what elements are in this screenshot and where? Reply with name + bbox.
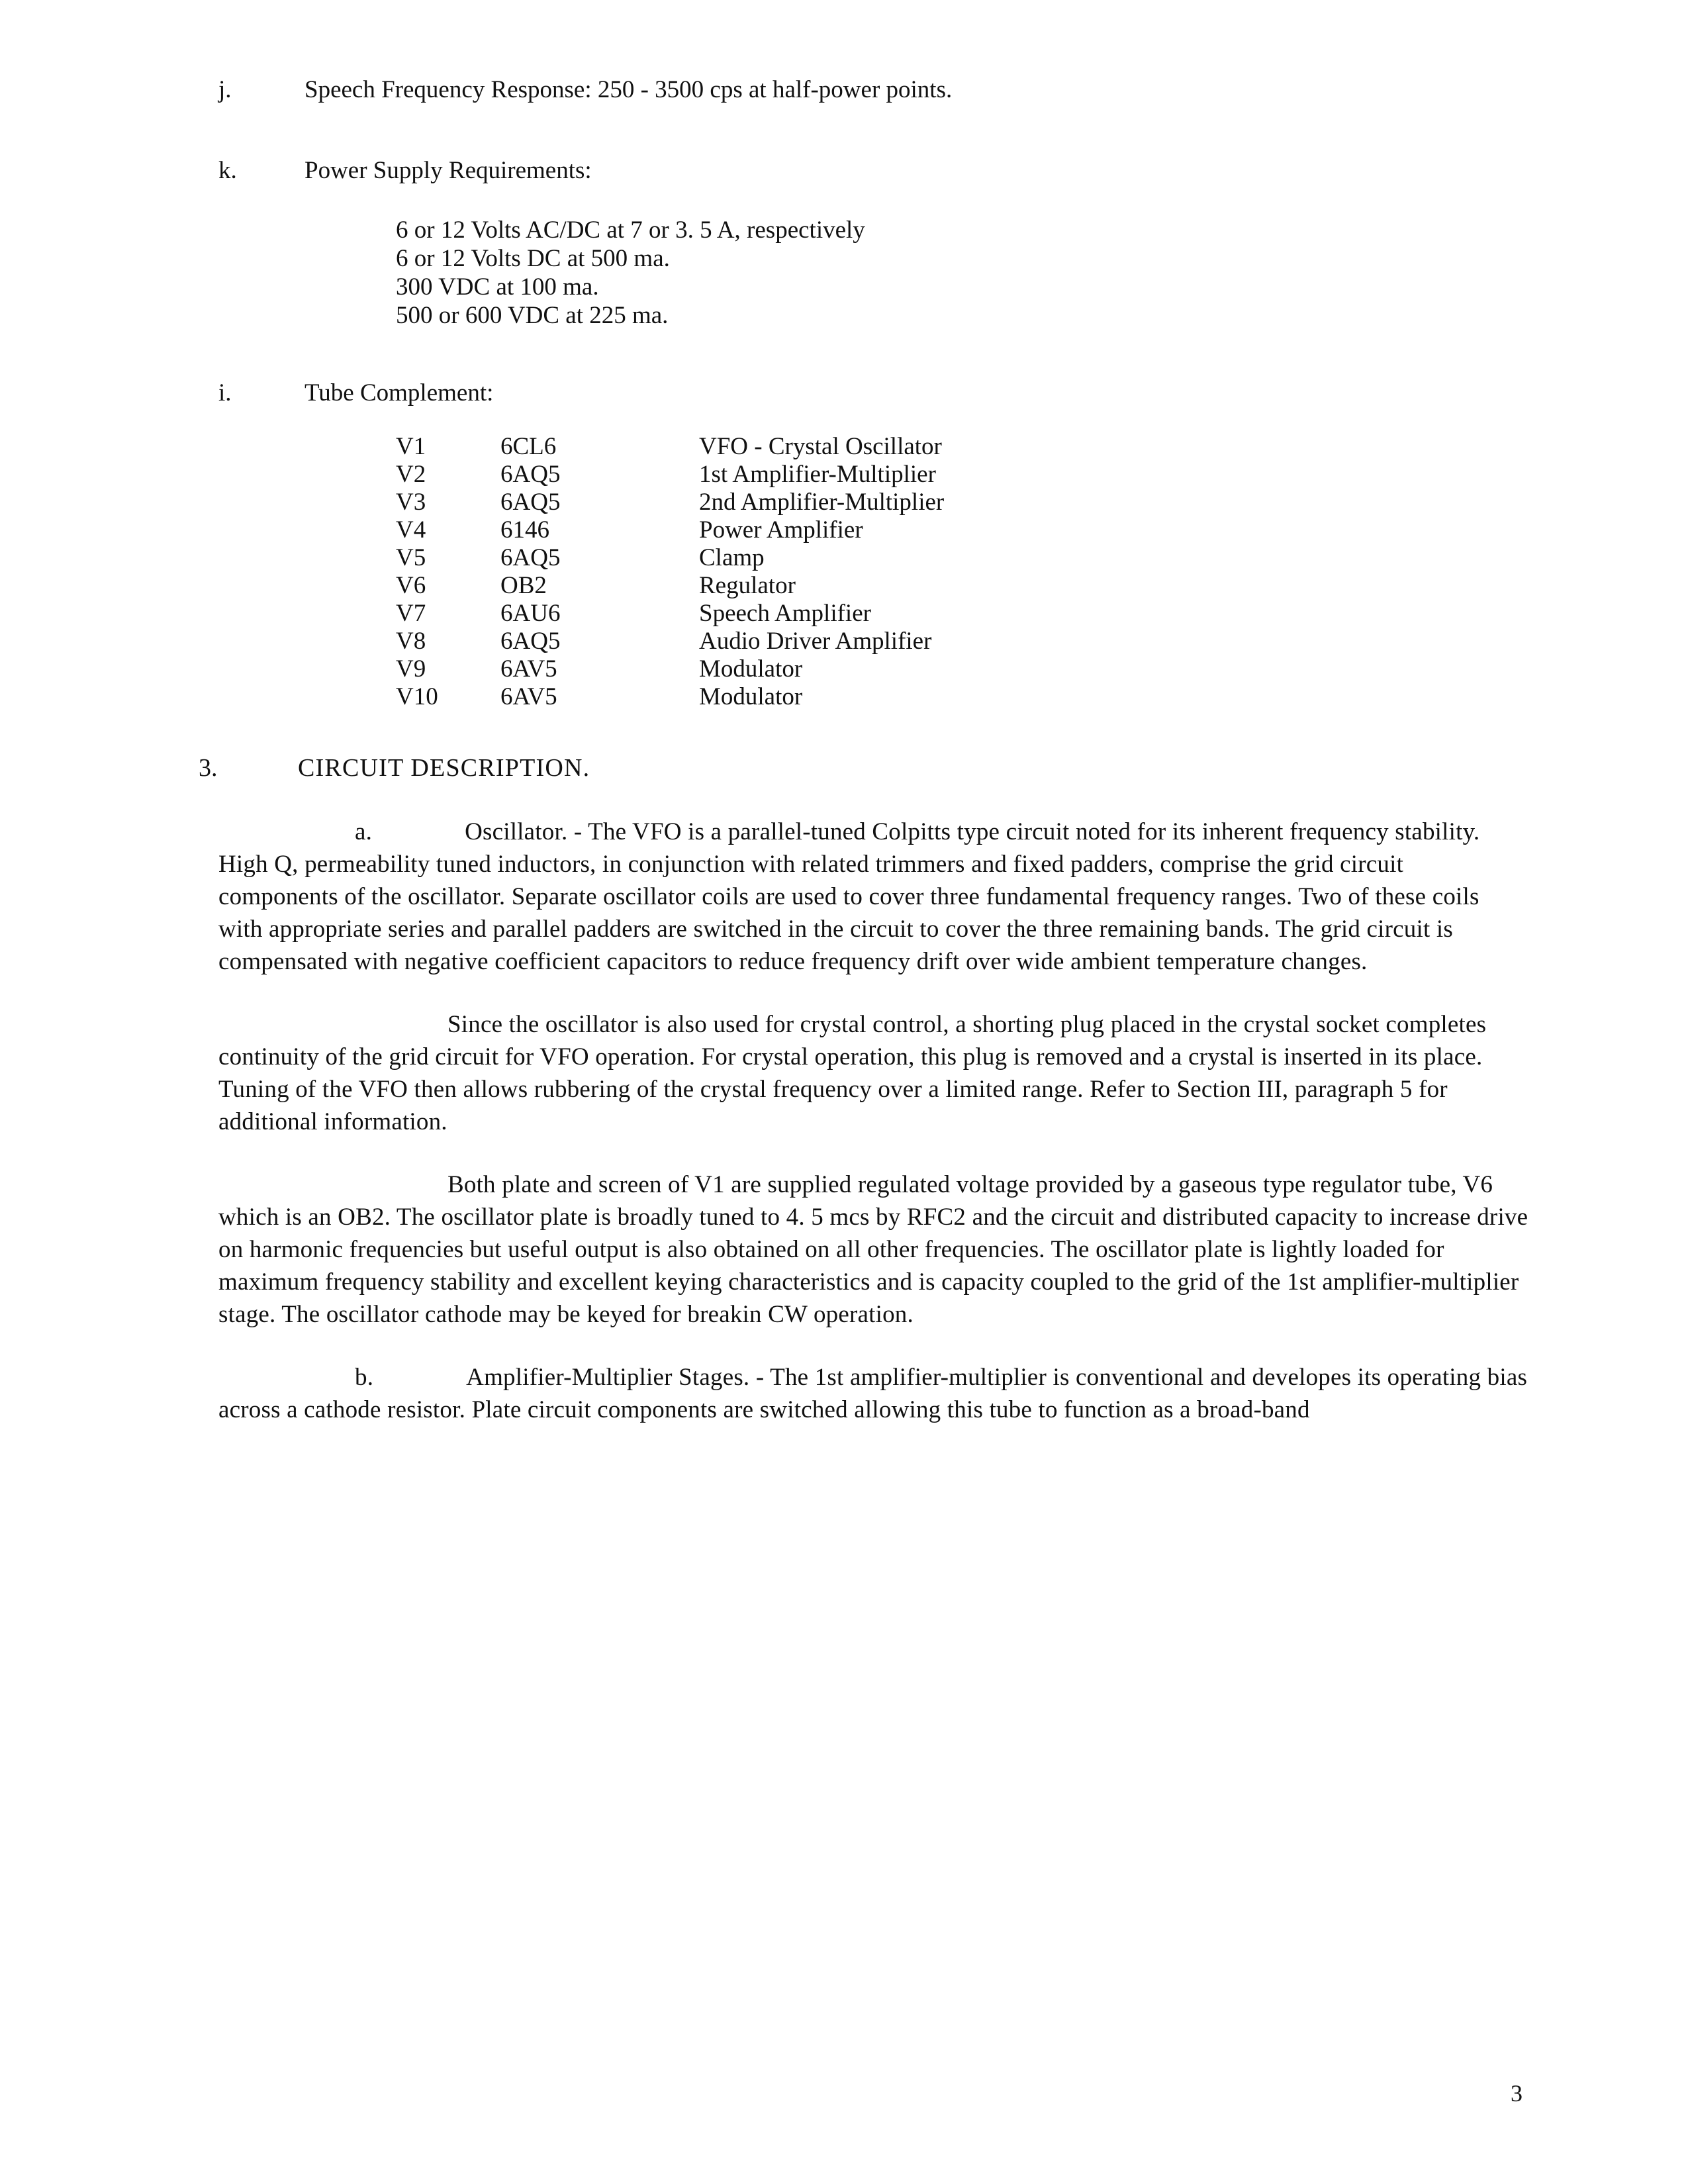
- page-number: 3: [1511, 2080, 1523, 2107]
- tube-type: 6AQ5: [500, 544, 561, 571]
- tube-function: Modulator: [699, 683, 803, 710]
- paragraph-label: a.: [355, 818, 373, 845]
- table-row: [396, 683, 944, 711]
- table-row: [396, 600, 944, 628]
- list-item-letter: k.: [218, 157, 237, 184]
- tube-function: Regulator: [699, 572, 796, 599]
- power-supply-line: 500 or 600 VDC at 225 ma.: [396, 302, 669, 329]
- paragraph-oscillator: [218, 816, 1529, 978]
- paragraph-label: b.: [355, 1364, 374, 1391]
- power-supply-line: 6 or 12 Volts DC at 500 ma.: [396, 245, 670, 272]
- list-item-text: Tube Complement:: [305, 379, 494, 406]
- table-row: [396, 544, 944, 572]
- spacer: [218, 330, 1529, 376]
- tube-function: Audio Driver Amplifier: [699, 628, 932, 655]
- tube-type: 6AV5: [500, 683, 557, 710]
- paragraph-text: The 1st amplifier-multiplier is conventional and developes its operating bias across a cathode resistor. Plate circuit components are switched allowing this tube to function as a broad-band: [218, 1364, 1528, 1423]
- tube-ref: V4: [396, 516, 426, 544]
- tube-ref: V1: [396, 433, 426, 460]
- spacer: [218, 107, 1529, 154]
- tube-ref: V7: [396, 600, 426, 627]
- page-content: [199, 73, 1529, 1426]
- paragraph-heading: Oscillator. -: [465, 818, 583, 845]
- tube-function: Speech Amplifier: [699, 600, 871, 627]
- section-title: CIRCUIT DESCRIPTION.: [298, 754, 590, 782]
- tube-ref: V9: [396, 655, 426, 683]
- tube-type: 6146: [500, 516, 549, 544]
- power-supply-line: 6 or 12 Volts AC/DC at 7 or 3. 5 A, respectively: [396, 216, 865, 244]
- tube-ref: V2: [396, 461, 426, 488]
- tube-type: 6AU6: [500, 600, 561, 627]
- tube-function: 2nd Amplifier-Multiplier: [699, 489, 945, 516]
- paragraph-text: Both plate and screen of V1 are supplied regulated voltage provided by a gaseous type regulator tube, V6 which is an OB2. The oscillator plate is broadly tuned to 4. 5 mcs by RFC2 and the circuit and distributed capacity to increase drive on harmonic frequencies but useful output is also obtained on all other frequencies. The oscillator plate is lightly loaded for maximum frequency stability and excellent keying characteristics and is capacity coupled to the grid of the 1st amplifier-multiplier stage. The oscillator cathode may be keyed for breakin CW operation.: [218, 1171, 1528, 1328]
- tube-type: 6CL6: [500, 433, 557, 460]
- table-row: [396, 433, 944, 461]
- tube-function: 1st Amplifier-Multiplier: [699, 461, 936, 488]
- list-item-text: Power Supply Requirements:: [305, 157, 592, 184]
- tube-type: 6AV5: [500, 655, 557, 683]
- table-row: [396, 489, 944, 516]
- paragraph-heading: Amplifier-Multiplier Stages. -: [466, 1364, 765, 1391]
- tube-ref: V6: [396, 572, 426, 599]
- tube-function: Power Amplifier: [699, 516, 863, 544]
- table-row: [396, 461, 944, 489]
- table-row: [396, 628, 944, 655]
- list-item-text: Speech Frequency Response: 250 - 3500 cps at half-power points.: [305, 76, 953, 103]
- list-item-letter: j.: [218, 76, 232, 103]
- tube-ref: V10: [396, 683, 438, 710]
- tube-type: 6AQ5: [500, 628, 561, 655]
- power-supply-line: 300 VDC at 100 ma.: [396, 273, 599, 301]
- list-item-i: [218, 376, 1529, 410]
- list-item-j: [218, 73, 1529, 107]
- paragraph-amplifier-multiplier: [218, 1361, 1529, 1426]
- list-item-k: [218, 154, 1529, 188]
- tube-ref: V3: [396, 489, 426, 516]
- paragraph-regulated-voltage: [218, 1168, 1529, 1331]
- tube-function: VFO - Crystal Oscillator: [699, 433, 942, 460]
- list-item-letter: i.: [218, 379, 232, 406]
- table-row: [396, 655, 944, 683]
- tube-type: 6AQ5: [500, 489, 561, 516]
- tube-function: Modulator: [699, 655, 803, 683]
- paragraph-crystal-control: [218, 1008, 1529, 1138]
- tube-ref: V5: [396, 544, 426, 571]
- paragraph-text: The VFO is a parallel-tuned Colpitts type circuit noted for its inherent frequency stability. High Q, permeability tuned inductors, in conjunction with related trimmers and fixed padders, comprise the grid circuit components of the oscillator. Separate oscillator coils are used to cover three fundamental frequency ranges. Two of these coils with appropriate series and parallel padders are switched in the circuit to cover the three remaining bands. The grid circuit is compensated with negative coefficient capacitors to reduce frequency drift over wide ambient temperature changes.: [218, 818, 1480, 975]
- tube-type: 6AQ5: [500, 461, 561, 488]
- tube-function: Clamp: [699, 544, 765, 571]
- table-row: [396, 572, 944, 600]
- section-heading: [199, 751, 1529, 785]
- tube-type: OB2: [500, 572, 547, 599]
- section-number: 3.: [199, 754, 218, 782]
- tube-complement-table: [396, 433, 944, 711]
- paragraph-text: Since the oscillator is also used for crystal control, a shorting plug placed in the crystal socket completes continuity of the grid circuit for VFO operation. For crystal operation, this plug is removed and a crystal is inserted in its place. Tuning of the VFO then allows rubbering of the crystal frequency over a limited range. Refer to Section III, paragraph 5 for additional information.: [218, 1011, 1487, 1135]
- table-row: [396, 516, 944, 544]
- tube-ref: V8: [396, 628, 426, 655]
- power-supply-requirements-list: [396, 216, 1529, 330]
